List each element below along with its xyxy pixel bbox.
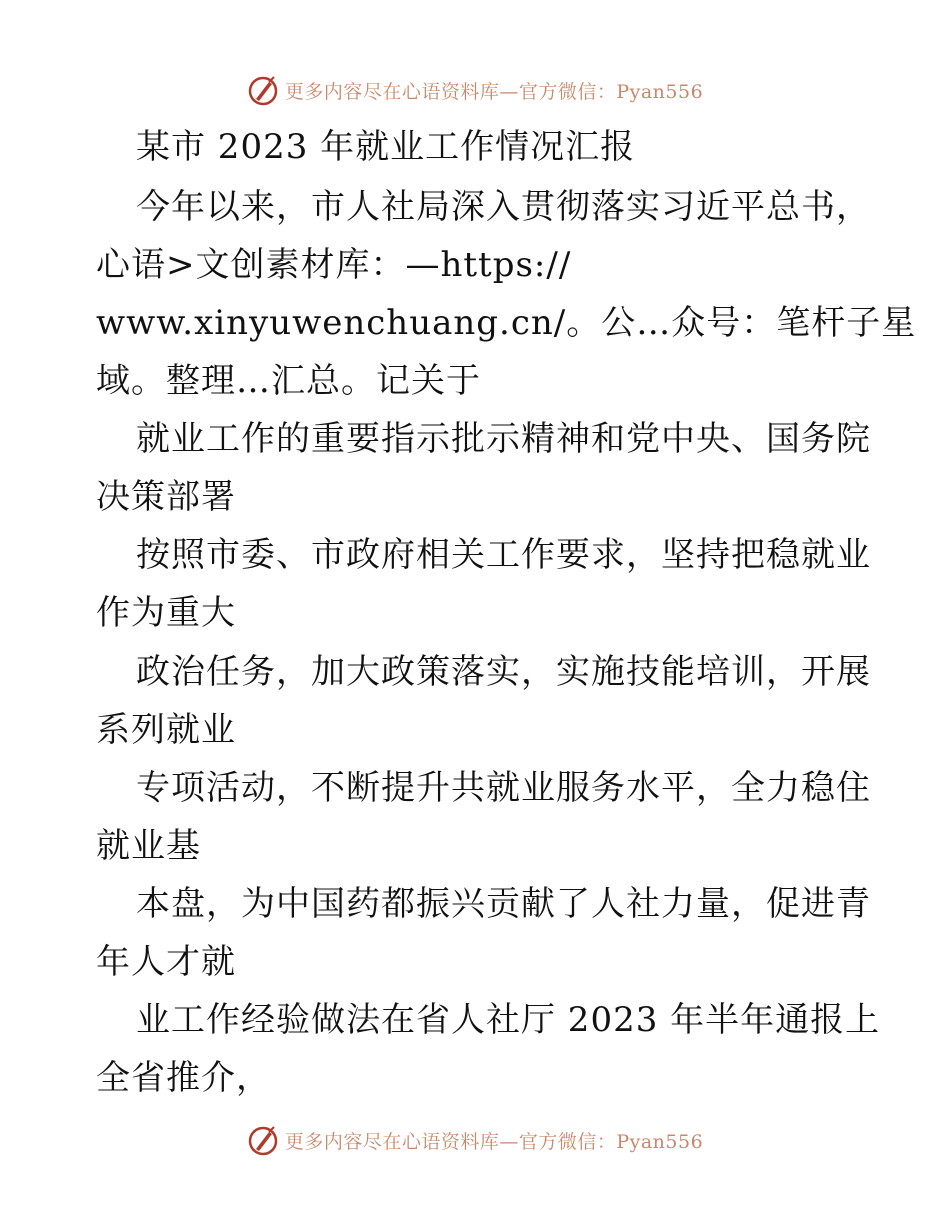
paragraph-line: 政治任务，加大政策落实，实施技能培训，开展 [136, 652, 871, 692]
paragraph-line: 就业工作的重要指示批示精神和党中央、国务院 [136, 419, 871, 459]
footer-watermark-banner [0, 1120, 950, 1160]
paragraph-line: 系列就业 [96, 710, 236, 750]
paragraph-line: 按照市委、市政府相关工作要求，坚持把稳就业 [136, 535, 871, 575]
paragraph-line: 就业基 [96, 826, 201, 866]
paragraph-line: 本盘，为中国药都振兴贡献了人社力量，促进青 [136, 884, 871, 924]
header-watermark-banner [0, 70, 950, 110]
header-watermark-text: 更多内容尽在心语资料库—官方微信：Pyan556 [284, 80, 704, 103]
paragraph-line: 决策部署 [96, 477, 236, 517]
quill-logo-icon [247, 74, 279, 106]
paragraph-line: 域。整理…汇总。记关于 [96, 361, 481, 401]
paragraph-line: 作为重大 [96, 593, 236, 633]
paragraph-line: www.xinyuwenchuang.cn/。公…众号：笔杆子星 [96, 303, 917, 343]
footer-watermark-text: 更多内容尽在心语资料库—官方微信：Pyan556 [284, 1130, 704, 1153]
quill-logo-icon [247, 1124, 279, 1156]
paragraph-line: 专项活动，不断提升共就业服务水平，全力稳住 [136, 768, 871, 808]
paragraph-line: 业工作经验做法在省人社厅 2023 年半年通报上 [136, 1000, 881, 1040]
paragraph-line: 心语>文创素材库：—https:// [96, 245, 572, 285]
paragraph-line: 全省推介， [96, 1058, 271, 1098]
paragraph-line: 今年以来，市人社局深入贯彻落实习近平总书， [136, 187, 871, 227]
document-title: 某市 2023 年就业工作情况汇报 [136, 127, 636, 167]
paragraph-line: 年人才就 [96, 942, 236, 982]
